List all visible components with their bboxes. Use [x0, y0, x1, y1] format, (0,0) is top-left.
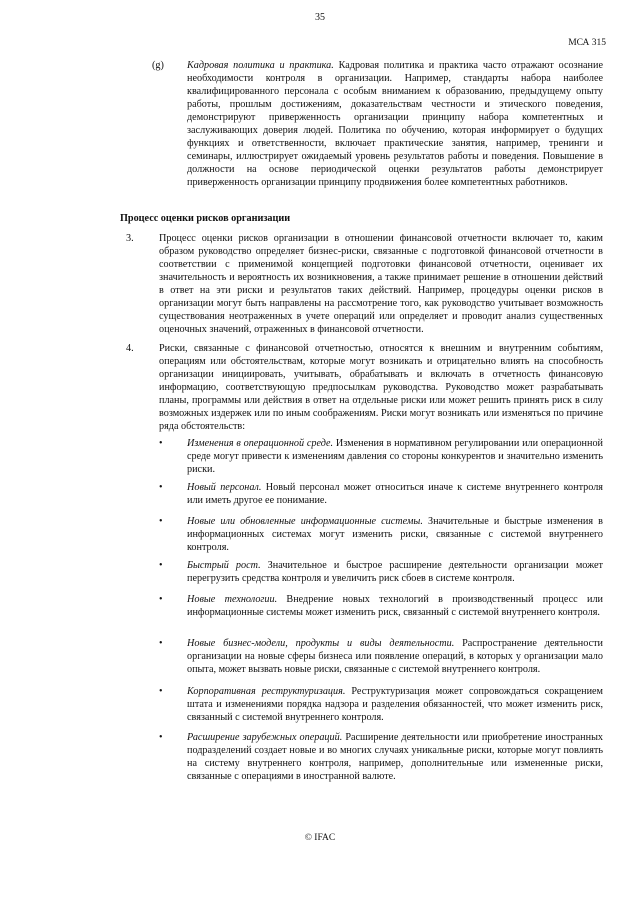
- bullet-text: Изменения в нормативном регулировании или операционной среде могут привести к изменениям давления со стороны конкурентов и значительно изменить риски.: [187, 438, 603, 475]
- bullet-title: Новые или обновленные информационные системы.: [187, 516, 423, 527]
- bullet-item: [187, 481, 603, 507]
- bullet-marker: •: [159, 732, 163, 743]
- bullet-title: Новый персонал.: [187, 482, 262, 493]
- bullet-marker: •: [159, 438, 163, 449]
- item-text: Кадровая политика и практика часто отражают осознание необходимости контроля в организации. Например, стандарты набора наиболее квалифицированного персонала с особым вниманием к образованию, предыдущему опыту работы, прошлым достижениям, доказательствам честности и этического поведения, демонстрируют приверженность организации принципу набора компетентных и заслуживающих доверия людей. Политика по обучению, которая информирует о будущих функциях и ответственности, включает практические занятия, например, тренинги и семинары, иллюстрирует ожидаемый уровень результатов работы и поведения. Повышение в должности на основе периодической оценки результатов работы демонстрирует приверженность организации принципу продвижения более компетентных работников.: [187, 60, 603, 188]
- footer-copyright: © IFAC: [304, 833, 336, 843]
- paragraph-number: 4.: [126, 343, 134, 354]
- item-marker: (g): [152, 60, 164, 71]
- bullet-title: Быстрый рост.: [187, 560, 261, 571]
- bullet-item: [187, 437, 603, 476]
- bullet-title: Корпоративная реструктуризация.: [187, 686, 346, 697]
- bullet-marker: •: [159, 594, 163, 605]
- item-paragraph: [187, 59, 603, 189]
- bullet-item: [187, 515, 603, 554]
- bullet-text: Значительные и быстрые изменения в информационных системах могут изменить риски, связанные с системой внутреннего контроля.: [187, 516, 603, 553]
- bullet-title: Изменения в операционной среде.: [187, 438, 334, 449]
- bullet-title: Новые бизнес-модели, продукты и виды деятельности.: [187, 638, 455, 649]
- bullet-text: Реструктуризация может сопровождаться сокращением штата и изменениями порядка надзора и разделения обязанностей, что может изменить риск, связанный с системой внутреннего контроля.: [187, 686, 603, 723]
- paragraph: Процесс оценки рисков организации в отношении финансовой отчетности включает то, каким образом руководство определяет бизнес-риски, связанные с подготовкой финансовой отчетности в соответствии с применимой концепцией подготовки финансовой отчетности, оценивает их значительность и вероятность их возникновения, а также принимает решение в отношении действий в ответ на эти риски и результатов таких действий. Например, процедуры оценки рисков в организации могут быть направлены на рассмотрение того, как руководство учитывает возможность существования неотраженных в учете операций или определяет и проводит анализ существенных оценочных значений, отраженных в финансовой отчетности.: [159, 233, 603, 335]
- bullet-marker: •: [159, 482, 163, 493]
- bullet-text: Внедрение новых технологий в производственный процесс или информационные системы может изменить риск, связанный с системой внутреннего контроля.: [187, 594, 603, 618]
- bullet-marker: •: [159, 516, 163, 527]
- bullet-item: [187, 731, 603, 783]
- bullet-title: Расширение зарубежных операций.: [187, 732, 343, 743]
- bullet-marker: •: [159, 560, 163, 571]
- paragraph-number: 3.: [126, 233, 134, 244]
- bullet-marker: •: [159, 638, 163, 649]
- bullet-text: Новый персонал может относиться иначе к системе внутреннего контроля или иметь другое ее понимание.: [187, 482, 603, 506]
- bullet-text: Значительное и быстрое расширение деятельности организации может перегрузить средства контроля и увеличить риск сбоев в системе контроля.: [187, 560, 603, 584]
- bullet-item: [187, 559, 603, 585]
- bullet-item: [187, 637, 603, 676]
- bullet-text: Расширение деятельности или приобретение иностранных подразделений создает новые и во многих случаях уникальные риски, которые могут повлиять на систему внутреннего контроля, например, дополнительные или измененные риски, связанные с операциями в иностранной валюте.: [187, 732, 604, 782]
- page-number: 35: [315, 12, 325, 23]
- bullet-item: [187, 685, 603, 724]
- paragraph: Риски, связанные с финансовой отчетностью, относятся к внешним и внутренним событиям, операциям или обстоятельствам, которые могут возникать и отрицательно влиять на способность организации инициировать, учитывать, обрабатывать и включать в отчетность финансовую информацию, соответствующую предпосылкам руководства. Руководство может разрабатывать планы, программы или действия в ответ на отдельные риски или может решить принять риск в силу возможных издержек или по иным соображениям. Риски могут возникать или изменяться по причине ряда обстоятельств:: [159, 343, 603, 432]
- bullet-item: [187, 593, 603, 619]
- bullet-text: Распространение деятельности организации на новые сферы бизнеса или появление операций, в которых у организации мало опыта, может вызвать новые риски, связанные с системой внутреннего контроля.: [187, 638, 603, 675]
- section-heading: Процесс оценки рисков организации: [120, 213, 291, 224]
- item-title: Кадровая политика и практика.: [187, 60, 334, 71]
- bullet-marker: •: [159, 686, 163, 697]
- document-id: МСА 315: [568, 38, 606, 48]
- bullet-title: Новые технологии.: [187, 594, 278, 605]
